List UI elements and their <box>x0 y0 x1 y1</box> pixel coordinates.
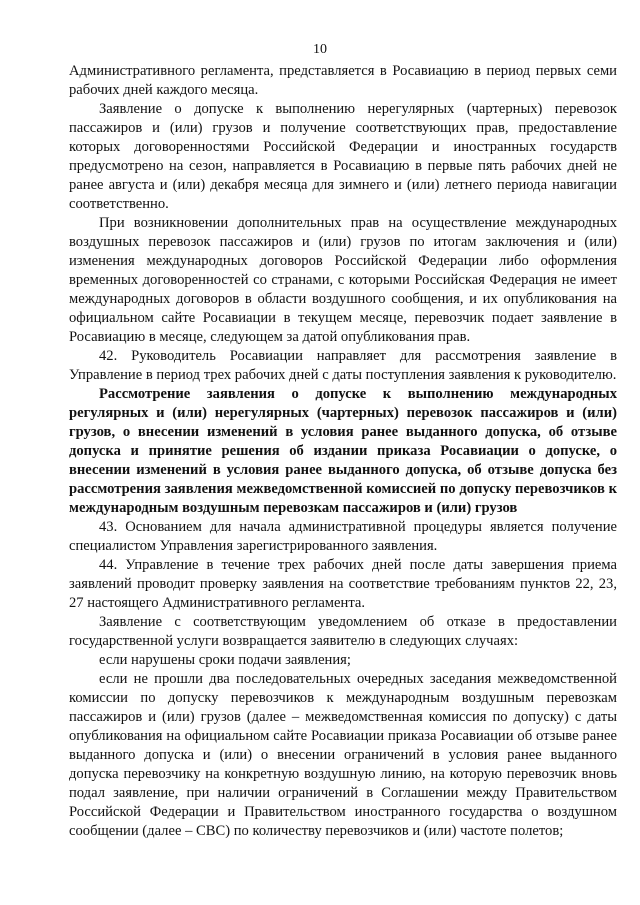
paragraph-charter-application: Заявление о допуске к выполнению нерегулярных (чартерных) перевозок пассажиров и (или) грузов и получение соответствующих прав, предоставление которых договоренностями Российской Федерации и иностранных государств предусмотрено на сезон, направляется в Росавиацию в первые пять рабочих дней не ранее августа и (или) декабря месяца для зимнего и (или) летнего периода навигации соответственно. <box>69 101 617 212</box>
paragraph-continuation: Административного регламента, представляется в Росавиацию в период первых семи рабочих дней каждого месяца. <box>69 63 617 98</box>
paragraph-refusal-case-2: если не прошли два последовательных очередных заседания межведомственной комиссии по допуску перевозчиков к международным воздушным перевозкам пассажиров и (или) грузов (далее – межведомственная комиссия по допуску) с даты опубликования на официальном сайте Росавиации приказа Росавиации об отзыве ранее выданного допуска и (или) о внесении ограничений в условия ранее выданного допуска перевозчику на конкретную воздушную линию, на которую перевозчик вновь подал заявление, при наличии ограничений в Соглашении между Правительством Российской Федерации и Правительством иностранного государства о воздушном сообщении (далее – СВС) по количеству перевозчиков и (или) частоте полетов; <box>69 671 617 839</box>
paragraph-item-42: 42. Руководитель Росавиации направляет для рассмотрения заявление в Управление в период трех рабочих дней с даты поступления заявления к руководителю. <box>69 348 617 383</box>
page-number: 10 <box>313 42 327 57</box>
paragraph-refusal-intro: Заявление с соответствующим уведомлением об отказе в предоставлении государственной услуги возвращается заявителю в следующих случаях: <box>69 614 617 649</box>
document-body <box>69 62 617 841</box>
paragraph-additional-rights: При возникновении дополнительных прав на осуществление международных воздушных перевозок пассажиров и (или) грузов по итогам заключения и (или) изменения международных договоров Российской Федерации либо оформления временных договоренностей со странами, с которыми Российская Федерация не имеет международных договоров в области воздушного сообщения, и их опубликования на официальном сайте Росавиации в текущем месяце, перевозчик подает заявление в Росавиацию в месяце, следующем за датой опубликования прав. <box>69 215 617 345</box>
paragraph-item-43: 43. Основанием для начала административной процедуры является получение специалистом Управления зарегистрированного заявления. <box>69 519 617 554</box>
section-heading: Рассмотрение заявления о допуске к выполнению международных регулярных и (или) нерегулярных (чартерных) перевозок пассажиров и (или) грузов, о внесении изменений в условия ранее выданного допуска, об отзыве допуска и принятие решения об издании приказа Росавиации о допуске, о внесении изменений в условия ранее выданного допуска, об отзыве допуска без рассмотрения заявления межведомственной комиссией по допуску перевозчиков к международным воздушным перевозкам пассажиров и (или) грузов <box>69 386 617 516</box>
paragraph-item-44: 44. Управление в течение трех рабочих дней после даты завершения приема заявлений проводит проверку заявления на соответствие требованиям пунктов 22, 23, 27 настоящего Административного регламента. <box>69 557 617 611</box>
paragraph-refusal-case-1: если нарушены сроки подачи заявления; <box>99 652 351 668</box>
